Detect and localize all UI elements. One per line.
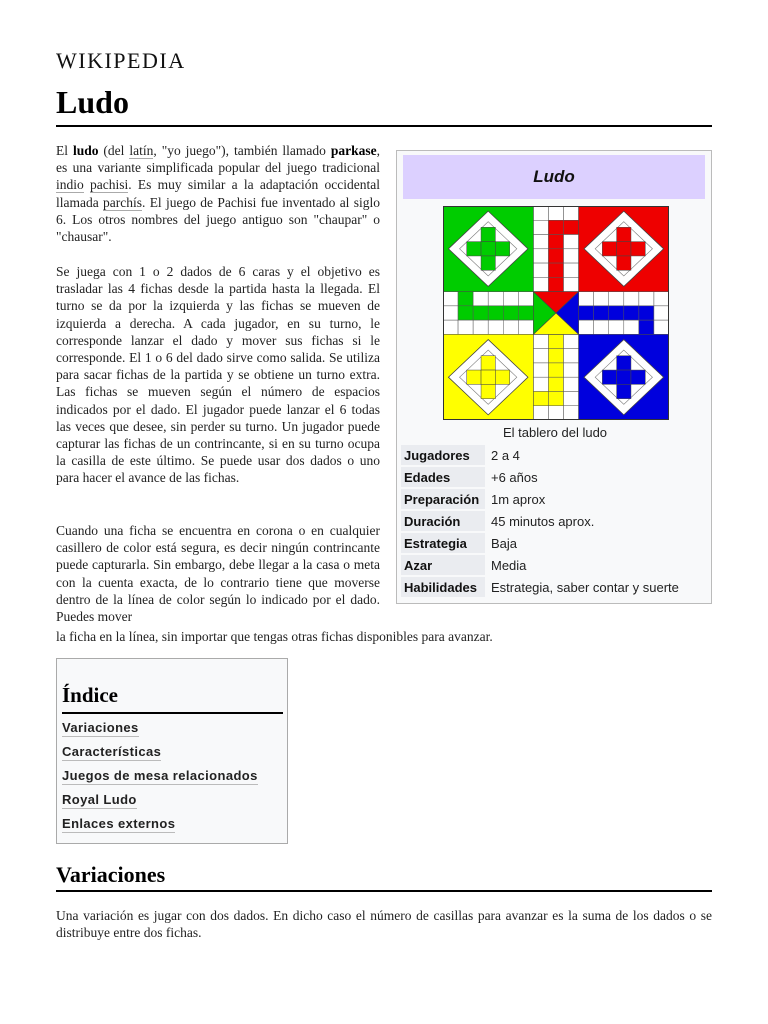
image-caption: El tablero del ludo — [502, 425, 608, 440]
board-cell — [548, 391, 563, 405]
board-cell — [639, 292, 654, 306]
infobox-key: Preparación — [401, 489, 485, 509]
board-cell — [518, 292, 533, 306]
home-token-cell-blue — [602, 370, 616, 384]
infobox-key: Azar — [401, 555, 485, 575]
link-latin[interactable]: latín — [129, 143, 154, 158]
toc-item-caracteristicas[interactable]: Características — [62, 744, 162, 759]
board-cell — [473, 306, 488, 320]
board-cell — [564, 377, 579, 391]
board-cell — [594, 292, 609, 306]
table-of-contents — [56, 658, 288, 844]
infobox-title: Ludo — [403, 155, 705, 199]
board-cell — [564, 391, 579, 405]
board-cell — [458, 292, 473, 306]
home-token-cell-green — [481, 256, 495, 270]
variaciones-paragraph: Una variación es jugar con dos dados. En dicho caso el número de casillas para avanzar es la suma de los dados o se distribuye entre dos fichas. — [56, 908, 712, 941]
board-cell — [503, 292, 518, 306]
board-cell — [488, 292, 503, 306]
section-heading-variaciones: Variaciones — [56, 862, 166, 887]
term-parkase: parkase — [330, 143, 377, 158]
toc-title: Índice — [62, 683, 119, 707]
toc-item-juegos-relacionados[interactable]: Juegos de mesa relacionados — [62, 768, 258, 783]
home-token-cell-yellow — [467, 370, 481, 384]
board-cell — [533, 263, 548, 277]
board-cell — [564, 235, 579, 249]
home-token-cell-blue — [631, 370, 645, 384]
toc-item-enlaces-externos[interactable]: Enlaces externos — [62, 816, 176, 831]
board-cell — [624, 306, 639, 320]
toc-item-variaciones[interactable]: Variaciones — [62, 720, 139, 735]
board-cell — [473, 320, 488, 334]
board-cell — [564, 363, 579, 377]
safety-paragraph: Cuando una ficha se encuentra en corona o en cualquier casillero de color está segura, es decir ningún contrincante puede capturarla. Sin embargo, debe llegar a la casa o meta con la cuenta exacta, de lo contrario tiene que moverse dentro de la línea de color según lo indicado por el dado. Puedes mover — [56, 523, 380, 625]
home-token-cell-yellow — [495, 370, 509, 384]
infobox-key: Duración — [401, 511, 485, 531]
board-cell — [518, 320, 533, 334]
board-cell — [579, 320, 594, 334]
infobox-row — [401, 511, 707, 531]
infobox-row — [401, 533, 707, 553]
board-cell — [624, 292, 639, 306]
home-token-cell-red — [617, 256, 631, 270]
board-cell — [533, 363, 548, 377]
board-cell — [533, 349, 548, 363]
page-title: Ludo — [56, 84, 129, 120]
board-cell — [548, 406, 563, 420]
board-cell — [594, 306, 609, 320]
board-cell — [548, 349, 563, 363]
link-indio[interactable]: indio — [56, 177, 84, 193]
board-cell — [609, 320, 624, 334]
infobox-key: Jugadores — [401, 445, 485, 465]
board-cell — [488, 306, 503, 320]
board-cell — [503, 306, 518, 320]
home-token-cell-green — [481, 242, 495, 256]
board-cell — [579, 306, 594, 320]
infobox-row — [401, 577, 707, 597]
link-parchis[interactable]: parchís — [103, 194, 143, 210]
infobox-value: 45 minutos aprox. — [491, 513, 595, 529]
board-cell — [533, 406, 548, 420]
board-cell — [564, 277, 579, 291]
board-cell — [548, 277, 563, 291]
infobox-value: Baja — [491, 535, 518, 551]
board-cell — [564, 220, 579, 234]
home-token-cell-yellow — [481, 384, 495, 398]
title-divider — [56, 125, 712, 127]
toc-divider — [62, 712, 283, 714]
board-cell — [533, 377, 548, 391]
ludo-board-image[interactable] — [443, 206, 669, 420]
home-token-cell-yellow — [481, 356, 495, 370]
intro-paragraph: El ludo (del latín, "yo juego"), también llamado parkase, es una variante simplificada popular del juego tradicional indio pachisi. Es muy similar a la adaptación occidental llamada parchís. El juego de Pachisi fue inventado al siglo 6. Los otros nombres del juego antiguo son "chaupar" o "chausar". — [56, 143, 381, 245]
board-cell — [443, 292, 458, 306]
infobox-value: Estrategia, saber contar y suerte — [491, 579, 679, 595]
board-cell — [564, 206, 579, 220]
infobox-row — [401, 555, 707, 575]
infobox-value: +6 años — [491, 469, 538, 485]
board-cell — [443, 320, 458, 334]
home-token-cell-blue — [617, 370, 631, 384]
board-cell — [458, 320, 473, 334]
board-cell — [548, 220, 563, 234]
home-token-cell-blue — [617, 384, 631, 398]
board-cell — [548, 235, 563, 249]
rules-paragraph: Se juega con 1 o 2 dados de 6 caras y el objetivo es trasladar las 4 fichas desde la partida hasta la llegada. El turno se da por la izquierda y las fichas se mueven de izquierda a derecha. A cada jugador, en su turno, le corresponde lanzar el dado y mover sus fichas si le corresponde. El 1 o 6 del dado sirve como salida. Se utiliza para sacar fichas de la partida y se obtiene un turno extra. Las fichas se mueven según el número de espacios indicados por el dado. El jugador puede lanzar el 6 todas las veces que desee, sin perder su turno. Un jugador puede capturar las fichas de un contrincante, si en su turno ocupa la casilla de este último. Se puede usar dos dados o uno para hacer el avance de las fichas. — [56, 264, 380, 486]
board-cell — [473, 292, 488, 306]
board-cell — [533, 334, 548, 348]
infobox-key: Estrategia — [401, 533, 485, 553]
infobox-row — [401, 489, 707, 509]
board-cell — [639, 306, 654, 320]
home-token-cell-green — [481, 227, 495, 241]
board-cell — [533, 249, 548, 263]
board-cell — [518, 306, 533, 320]
board-cell — [548, 263, 563, 277]
board-cell — [533, 391, 548, 405]
infobox-key: Edades — [401, 467, 485, 487]
board-cell — [488, 320, 503, 334]
infobox-key: Habilidades — [401, 577, 485, 597]
wikipedia-logo[interactable]: WIKIPEDIA — [56, 48, 186, 73]
board-cell — [443, 306, 458, 320]
board-cell — [639, 320, 654, 334]
infobox-row — [401, 445, 707, 465]
board-cell — [594, 320, 609, 334]
safety-paragraph-end: la ficha en la línea, sin importar que tengas otras fichas disponibles para avanzar. — [56, 629, 493, 644]
board-cell — [564, 349, 579, 363]
board-cell — [458, 306, 473, 320]
board-cell — [609, 292, 624, 306]
infobox-value: Media — [491, 557, 527, 573]
toc-item-royal-ludo[interactable]: Royal Ludo — [62, 792, 137, 807]
infobox-row — [401, 467, 707, 487]
board-cell — [609, 306, 624, 320]
home-token-cell-green — [495, 242, 509, 256]
board-cell — [533, 235, 548, 249]
infobox-value: 1m aprox — [491, 491, 546, 507]
board-cell — [548, 249, 563, 263]
board-cell — [533, 206, 548, 220]
board-cell — [579, 292, 594, 306]
board-cell — [548, 363, 563, 377]
board-cell — [564, 249, 579, 263]
board-cell — [533, 277, 548, 291]
infobox — [396, 150, 712, 604]
board-cell — [654, 306, 669, 320]
board-cell — [503, 320, 518, 334]
home-token-cell-red — [617, 242, 631, 256]
board-cell — [564, 406, 579, 420]
board-cell — [548, 334, 563, 348]
board-cell — [533, 220, 548, 234]
board-cell — [548, 206, 563, 220]
term-ludo: ludo — [72, 143, 99, 158]
link-pachisi[interactable]: pachisi — [90, 177, 129, 193]
board-cell — [654, 320, 669, 334]
infobox-value: 2 a 4 — [491, 447, 520, 463]
board-cell — [624, 320, 639, 334]
board-cell — [654, 292, 669, 306]
home-token-cell-red — [631, 242, 645, 256]
board-cell — [548, 377, 563, 391]
home-token-cell-red — [602, 242, 616, 256]
home-token-cell-green — [467, 242, 481, 256]
home-token-cell-blue — [617, 356, 631, 370]
board-cell — [564, 334, 579, 348]
board-cell — [564, 263, 579, 277]
home-token-cell-red — [617, 227, 631, 241]
home-token-cell-yellow — [481, 370, 495, 384]
section-divider — [56, 890, 712, 892]
